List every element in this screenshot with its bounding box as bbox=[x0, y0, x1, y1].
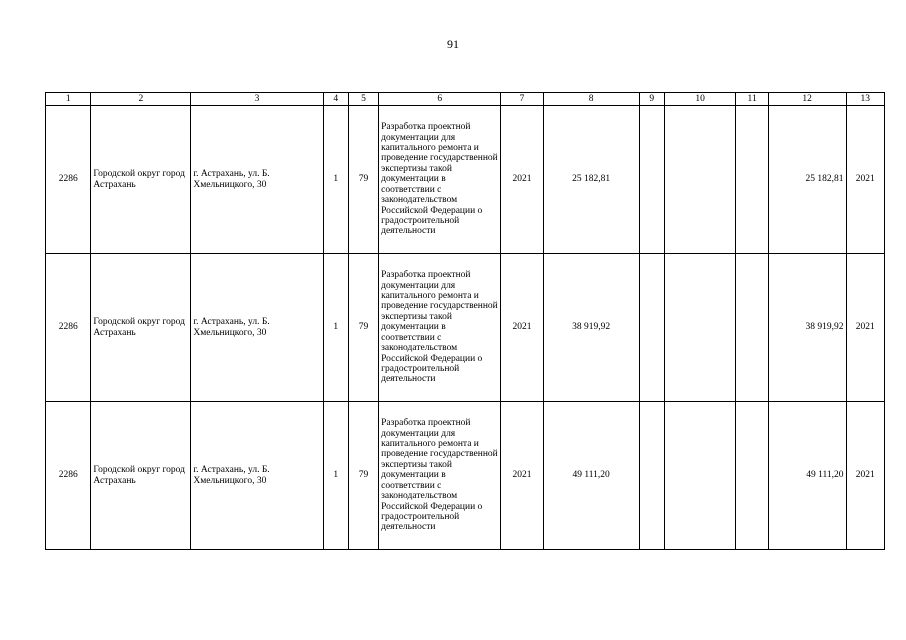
cell-municipality: Городской округ город Астрахань bbox=[91, 106, 191, 254]
cell-address: г. Астрахань, ул. Б. Хмельницкого, 30 bbox=[191, 402, 323, 550]
column-header: 13 bbox=[846, 93, 884, 106]
column-header: 8 bbox=[543, 93, 639, 106]
cell-col10 bbox=[664, 106, 736, 254]
cell-year: 2021 bbox=[501, 402, 543, 550]
column-header: 6 bbox=[379, 93, 501, 106]
cell-col11 bbox=[736, 106, 768, 254]
cell-final-year: 2021 bbox=[846, 106, 884, 254]
cell-col9 bbox=[639, 106, 664, 254]
cell-total: 49 111,20 bbox=[768, 402, 846, 550]
cell-municipality: Городской округ город Астрахань bbox=[91, 254, 191, 402]
cell-col4: 1 bbox=[323, 106, 348, 254]
cell-final-year: 2021 bbox=[846, 254, 884, 402]
cell-address: г. Астрахань, ул. Б. Хмельницкого, 30 bbox=[191, 254, 323, 402]
table-row bbox=[46, 254, 885, 402]
cell-cost: 38 919,92 bbox=[543, 254, 639, 402]
column-header: 7 bbox=[501, 93, 543, 106]
data-table bbox=[45, 92, 885, 550]
column-header: 12 bbox=[768, 93, 846, 106]
cell-col10 bbox=[664, 402, 736, 550]
cell-col9 bbox=[639, 402, 664, 550]
cell-cost: 49 111,20 bbox=[543, 402, 639, 550]
cell-col10 bbox=[664, 254, 736, 402]
cell-col11 bbox=[736, 254, 768, 402]
cell-work-type: Разработка проектной документации для капитального ремонта и проведение государственной экспертизы такой документации в соответствии с законодательством Российской Федерации о градостроительной деятельности bbox=[379, 402, 501, 550]
column-header: 5 bbox=[348, 93, 378, 106]
cell-total: 25 182,81 bbox=[768, 106, 846, 254]
column-header: 3 bbox=[191, 93, 323, 106]
cell-object-id: 2286 bbox=[46, 254, 91, 402]
column-header: 9 bbox=[639, 93, 664, 106]
cell-col4: 1 bbox=[323, 254, 348, 402]
cell-col5: 79 bbox=[348, 402, 378, 550]
column-header: 11 bbox=[736, 93, 768, 106]
page-number: 91 bbox=[447, 37, 459, 51]
cell-col9 bbox=[639, 254, 664, 402]
cell-work-type: Разработка проектной документации для капитального ремонта и проведение государственной экспертизы такой документации в соответствии с законодательством Российской Федерации о градостроительной деятельности bbox=[379, 254, 501, 402]
cell-object-id: 2286 bbox=[46, 106, 91, 254]
cell-col5: 79 bbox=[348, 106, 378, 254]
cell-col5: 79 bbox=[348, 254, 378, 402]
column-header: 10 bbox=[664, 93, 736, 106]
table-header-row bbox=[46, 93, 885, 106]
cell-cost: 25 182,81 bbox=[543, 106, 639, 254]
cell-work-type: Разработка проектной документации для капитального ремонта и проведение государственной экспертизы такой документации в соответствии с законодательством Российской Федерации о градостроительной деятельности bbox=[379, 106, 501, 254]
cell-final-year: 2021 bbox=[846, 402, 884, 550]
column-header: 4 bbox=[323, 93, 348, 106]
cell-year: 2021 bbox=[501, 254, 543, 402]
cell-object-id: 2286 bbox=[46, 402, 91, 550]
cell-year: 2021 bbox=[501, 106, 543, 254]
cell-col4: 1 bbox=[323, 402, 348, 550]
table-row bbox=[46, 106, 885, 254]
column-header: 1 bbox=[46, 93, 91, 106]
table-row bbox=[46, 402, 885, 550]
cell-total: 38 919,92 bbox=[768, 254, 846, 402]
cell-municipality: Городской округ город Астрахань bbox=[91, 402, 191, 550]
cell-address: г. Астрахань, ул. Б. Хмельницкого, 30 bbox=[191, 106, 323, 254]
column-header: 2 bbox=[91, 93, 191, 106]
cell-col11 bbox=[736, 402, 768, 550]
